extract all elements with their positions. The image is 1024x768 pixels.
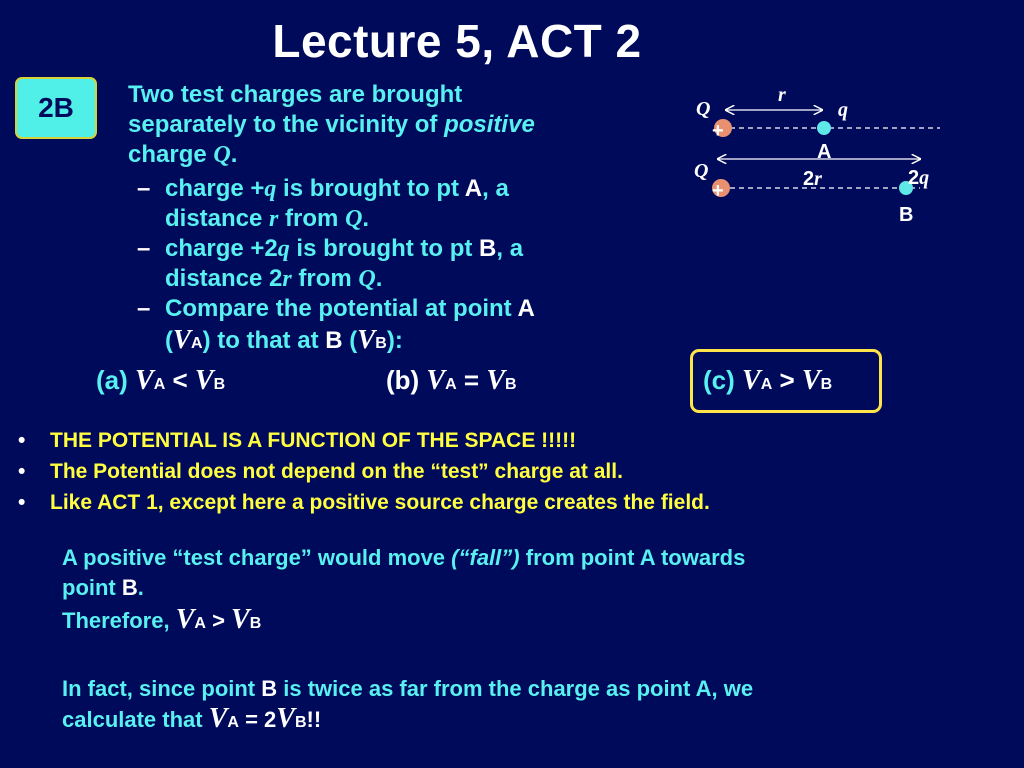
- plus-sign-2: +: [712, 180, 724, 202]
- bullet-1: • THE POTENTIAL IS A FUNCTION OF THE SPACE !!!!!: [18, 425, 1008, 456]
- bullet-2: • The Potential does not depend on the “test” charge at all.: [18, 456, 1008, 487]
- label-q-1: q: [838, 99, 848, 121]
- label-Q-1: Q: [696, 98, 711, 120]
- label-r: r: [778, 84, 786, 106]
- explanation-1: A positive “test charge” would move (“fall”) from point A towards point B. Therefore, VA > VB: [62, 545, 746, 635]
- slide-title: Lecture 5, ACT 2: [272, 15, 642, 67]
- point-3: – Compare the potential at point A (VA) to that at B (VB):: [137, 295, 535, 354]
- label-2q: 2q: [908, 167, 930, 189]
- point-1: – charge +q is brought to pt A, a distance r from Q.: [137, 175, 509, 232]
- label-B: B: [899, 204, 914, 226]
- intro-line-3: charge Q.: [128, 141, 238, 168]
- question-badge: 2B: [15, 77, 97, 139]
- option-b[interactable]: (b) VA = VB: [386, 365, 517, 396]
- point-A-marker: [817, 121, 831, 135]
- option-c[interactable]: (c) VA > VB: [703, 365, 833, 396]
- label-2r: 2r: [803, 168, 822, 190]
- label-Q-2: Q: [694, 160, 709, 182]
- question-intro: [128, 80, 648, 170]
- intro-line-2: separately to the vicinity of positive: [128, 111, 535, 138]
- bullet-3: • Like ACT 1, except here a positive source charge creates the field.: [18, 487, 1008, 518]
- plus-sign-1: +: [712, 120, 724, 142]
- label-A: A: [817, 141, 832, 163]
- explanation-2: In fact, since point B is twice as far from the charge as point A, we calculate that VA = 2VB!!: [62, 676, 754, 734]
- option-a[interactable]: (a) VA < VB: [96, 365, 226, 396]
- intro-line-1: Two test charges are brought: [128, 81, 463, 108]
- point-2: – charge +2q is brought to pt B, a distance 2r from Q.: [137, 235, 524, 292]
- key-points: [18, 425, 1008, 518]
